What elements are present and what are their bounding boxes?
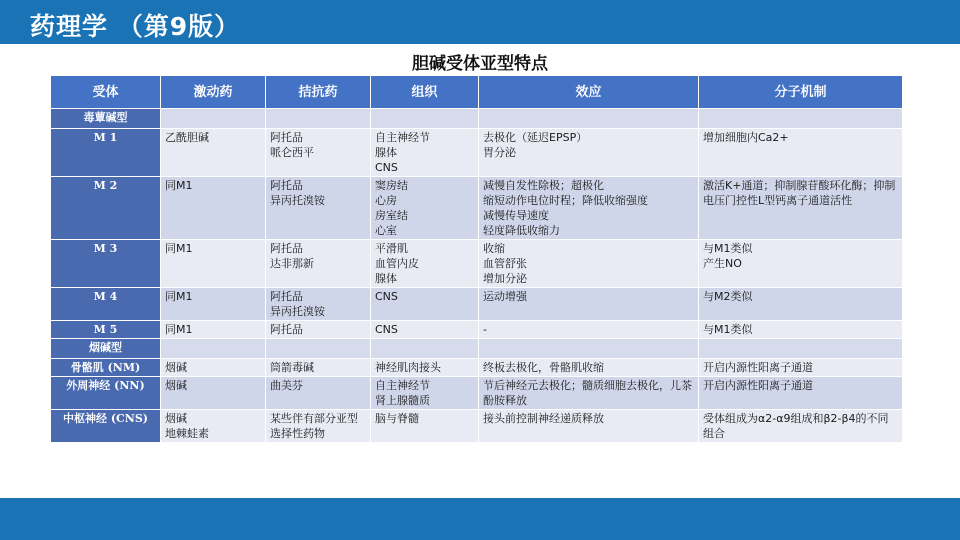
mechanism-cell bbox=[699, 410, 903, 443]
agonist-cell bbox=[161, 129, 266, 177]
tissue-cell bbox=[371, 177, 479, 240]
receptor-cell: 骨骼肌 (NM) bbox=[51, 359, 161, 377]
mechanism-cell-line: 产生NO bbox=[703, 257, 742, 270]
column-header: 激动药 bbox=[161, 76, 266, 109]
effect-cell-line: 运动增强 bbox=[483, 290, 527, 303]
receptor-cell: M 2 bbox=[51, 177, 161, 240]
document-title: 胆碱受体亚型特点 bbox=[412, 54, 548, 74]
mechanism-cell bbox=[699, 240, 903, 288]
section-label: 毒蕈碱型 bbox=[51, 109, 161, 129]
mechanism-cell bbox=[699, 377, 903, 410]
effect-cell-line: 收缩 bbox=[483, 242, 505, 255]
receptor-cell: M 5 bbox=[51, 321, 161, 339]
tissue-cell-line: CNS bbox=[375, 323, 398, 336]
agonist-cell-line: 同M1 bbox=[165, 179, 193, 192]
section-filler-cell bbox=[161, 339, 266, 359]
section-row bbox=[51, 339, 903, 359]
antagonist-cell-line: 阿托品 bbox=[270, 131, 303, 144]
mechanism-cell-line: 激活K+通道；抑制腺苷酸环化酶；抑制电压门控性L型钙离子通道活性 bbox=[703, 179, 896, 207]
table-row bbox=[51, 377, 903, 410]
receptor-table bbox=[50, 75, 903, 443]
effect-cell bbox=[479, 377, 699, 410]
antagonist-cell-line: 阿托品 bbox=[270, 242, 303, 255]
section-filler-cell bbox=[371, 109, 479, 129]
table-row bbox=[51, 240, 903, 288]
mechanism-cell bbox=[699, 177, 903, 240]
antagonist-cell-line: 某些伴有部分亚型选择性药物 bbox=[270, 412, 358, 440]
table-row bbox=[51, 410, 903, 443]
mechanism-cell bbox=[699, 129, 903, 177]
effect-cell bbox=[479, 288, 699, 321]
mechanism-cell bbox=[699, 359, 903, 377]
receptor-cell: M 3 bbox=[51, 240, 161, 288]
antagonist-cell bbox=[266, 359, 371, 377]
section-filler-cell bbox=[699, 109, 903, 129]
footer-bar bbox=[0, 498, 960, 540]
section-filler-cell bbox=[161, 109, 266, 129]
effect-cell-line: 减慢传导速度 bbox=[483, 209, 549, 222]
tissue-cell-line: 平滑肌 bbox=[375, 242, 408, 255]
effect-cell-line: 轻度降低收缩力 bbox=[483, 224, 560, 237]
antagonist-cell-line: 曲美芬 bbox=[270, 379, 303, 392]
section-filler-cell bbox=[699, 339, 903, 359]
mechanism-cell-line: 增加细胞内Ca2+ bbox=[703, 131, 789, 144]
mechanism-cell-line: 与M1类似 bbox=[703, 242, 753, 255]
agonist-cell bbox=[161, 377, 266, 410]
agonist-cell bbox=[161, 240, 266, 288]
mechanism-cell-line: 受体组成为α2-α9组成和β2-β4的不同组合 bbox=[703, 412, 889, 440]
tissue-cell bbox=[371, 377, 479, 410]
mechanism-cell bbox=[699, 321, 903, 339]
table-row bbox=[51, 177, 903, 240]
mechanism-cell bbox=[699, 288, 903, 321]
tissue-cell-line: CNS bbox=[375, 290, 398, 303]
table-row bbox=[51, 288, 903, 321]
agonist-cell bbox=[161, 321, 266, 339]
antagonist-cell-line: 阿托品 bbox=[270, 323, 303, 336]
section-row bbox=[51, 109, 903, 129]
table-row bbox=[51, 359, 903, 377]
tissue-cell-line: 自主神经节 bbox=[375, 379, 430, 392]
tissue-cell-line: 脑与脊髓 bbox=[375, 412, 419, 425]
tissue-cell-line: 腺体 bbox=[375, 272, 397, 285]
tissue-cell-line: 房室结 bbox=[375, 209, 408, 222]
agonist-cell-line: 烟碱 bbox=[165, 361, 187, 374]
antagonist-cell-line: 阿托品 bbox=[270, 290, 303, 303]
tissue-cell-line: 自主神经节 bbox=[375, 131, 430, 144]
agonist-cell bbox=[161, 359, 266, 377]
agonist-cell-line: 地棘蛙素 bbox=[165, 427, 209, 440]
antagonist-cell-line: 达非那新 bbox=[270, 257, 314, 270]
effect-cell bbox=[479, 240, 699, 288]
effect-cell-line: 缩短动作电位时程；降低收缩强度 bbox=[483, 194, 648, 207]
tissue-cell-line: 心房 bbox=[375, 194, 397, 207]
effect-cell-line: 增加分泌 bbox=[483, 272, 527, 285]
mechanism-cell-line: 与M2类似 bbox=[703, 290, 753, 303]
section-filler-cell bbox=[479, 339, 699, 359]
tissue-cell bbox=[371, 410, 479, 443]
column-header: 分子机制 bbox=[699, 76, 903, 109]
effect-cell bbox=[479, 321, 699, 339]
effect-cell bbox=[479, 410, 699, 443]
header-bar bbox=[0, 0, 960, 44]
tissue-cell-line: 肾上腺髓质 bbox=[375, 394, 430, 407]
antagonist-cell bbox=[266, 288, 371, 321]
receptor-cell: M 4 bbox=[51, 288, 161, 321]
section-filler-cell bbox=[266, 339, 371, 359]
table-row bbox=[51, 129, 903, 177]
effect-cell-line: 去极化（延迟EPSP） bbox=[483, 131, 588, 144]
agonist-cell-line: 乙酰胆碱 bbox=[165, 131, 209, 144]
agonist-cell bbox=[161, 288, 266, 321]
effect-cell-line: 胃分泌 bbox=[483, 146, 516, 159]
tissue-cell-line: 窦房结 bbox=[375, 179, 408, 192]
effect-cell bbox=[479, 129, 699, 177]
mechanism-cell-line: 开启内源性阳离子通道 bbox=[703, 361, 813, 374]
agonist-cell-line: 同M1 bbox=[165, 290, 193, 303]
page-header-title: 药理学 （第9版） bbox=[30, 12, 241, 41]
effect-cell-line: 节后神经元去极化；髓质细胞去极化，儿茶酚胺释放 bbox=[483, 379, 692, 407]
tissue-cell-line: 心室 bbox=[375, 224, 397, 237]
agonist-cell-line: 同M1 bbox=[165, 323, 193, 336]
antagonist-cell-line: 筒箭毒碱 bbox=[270, 361, 314, 374]
tissue-cell bbox=[371, 359, 479, 377]
antagonist-cell bbox=[266, 377, 371, 410]
table-row bbox=[51, 321, 903, 339]
column-header: 效应 bbox=[479, 76, 699, 109]
mechanism-cell-line: 与M1类似 bbox=[703, 323, 753, 336]
section-label: 烟碱型 bbox=[51, 339, 161, 359]
antagonist-cell-line: 哌仑西平 bbox=[270, 146, 314, 159]
antagonist-cell bbox=[266, 240, 371, 288]
antagonist-cell bbox=[266, 129, 371, 177]
tissue-cell bbox=[371, 240, 479, 288]
tissue-cell bbox=[371, 288, 479, 321]
agonist-cell bbox=[161, 410, 266, 443]
column-header: 拮抗药 bbox=[266, 76, 371, 109]
agonist-cell-line: 同M1 bbox=[165, 242, 193, 255]
effect-cell bbox=[479, 177, 699, 240]
antagonist-cell bbox=[266, 410, 371, 443]
effect-cell-line: 接头前控制神经递质释放 bbox=[483, 412, 604, 425]
effect-cell-line: - bbox=[483, 323, 487, 336]
agonist-cell-line: 烟碱 bbox=[165, 379, 187, 392]
agonist-cell-line: 烟碱 bbox=[165, 412, 187, 425]
column-header: 受体 bbox=[51, 76, 161, 109]
tissue-cell bbox=[371, 129, 479, 177]
effect-cell-line: 终板去极化，骨骼肌收缩 bbox=[483, 361, 604, 374]
antagonist-cell-line: 阿托品 bbox=[270, 179, 303, 192]
section-filler-cell bbox=[371, 339, 479, 359]
receptor-cell: 中枢神经 (CNS) bbox=[51, 410, 161, 443]
agonist-cell bbox=[161, 177, 266, 240]
tissue-cell-line: 神经肌肉接头 bbox=[375, 361, 441, 374]
effect-cell-line: 血管舒张 bbox=[483, 257, 527, 270]
antagonist-cell-line: 异丙托溴铵 bbox=[270, 305, 325, 318]
effect-cell bbox=[479, 359, 699, 377]
receptor-cell: 外周神经 (NN) bbox=[51, 377, 161, 410]
tissue-cell-line: CNS bbox=[375, 161, 398, 174]
mechanism-cell-line: 开启内源性阳离子通道 bbox=[703, 379, 813, 392]
antagonist-cell-line: 异丙托溴铵 bbox=[270, 194, 325, 207]
antagonist-cell bbox=[266, 321, 371, 339]
section-filler-cell bbox=[479, 109, 699, 129]
section-filler-cell bbox=[266, 109, 371, 129]
tissue-cell-line: 血管内皮 bbox=[375, 257, 419, 270]
receptor-cell: M 1 bbox=[51, 129, 161, 177]
antagonist-cell bbox=[266, 177, 371, 240]
tissue-cell-line: 腺体 bbox=[375, 146, 397, 159]
effect-cell-line: 减慢自发性除极；超极化 bbox=[483, 179, 604, 192]
column-header: 组织 bbox=[371, 76, 479, 109]
table-header-row bbox=[51, 76, 903, 109]
tissue-cell bbox=[371, 321, 479, 339]
